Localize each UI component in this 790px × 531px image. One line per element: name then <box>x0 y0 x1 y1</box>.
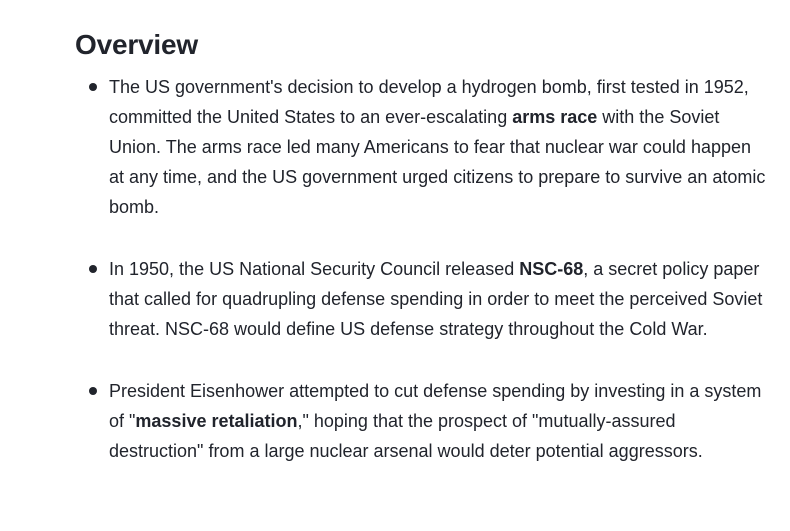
bullet-item <box>75 254 770 344</box>
bullet-text-end: with the Soviet Union. The arms race led many Americans to fear that nuclear war could happen at any time, and the US government urged citizens to prepare to survive an atomic bomb. <box>109 107 766 217</box>
bullet-text-start: The US government's decision to develop a hydrogen bomb, first tested in 1952, committed the United States to an ever-escalating <box>109 77 749 127</box>
bullet-text-start: In 1950, the US National Security Council released <box>109 259 520 279</box>
bullet-dot-icon <box>89 265 97 273</box>
bullet-text-start: President Eisenhower attempted to cut defense spending by investing in a system of " <box>109 381 762 431</box>
bullet-dot-icon <box>89 387 97 395</box>
section-heading: Overview <box>75 29 198 60</box>
bullet-item <box>75 72 770 222</box>
key-term: arms race <box>512 107 598 127</box>
bullet-list <box>75 72 770 466</box>
bullet-item <box>75 376 770 466</box>
bullet-dot-icon <box>89 83 97 91</box>
bullet-text-end: ," hoping that the prospect of "mutually-assured destruction" from a large nuclear arsenal would deter potential aggressors. <box>109 411 703 461</box>
key-term: massive retaliation <box>135 411 298 431</box>
key-term: NSC-68 <box>519 259 584 279</box>
bullet-text-end: , a secret policy paper that called for quadrupling defense spending in order to meet the perceived Soviet threat. NSC-68 would define US defense strategy throughout the Cold War. <box>109 259 763 339</box>
